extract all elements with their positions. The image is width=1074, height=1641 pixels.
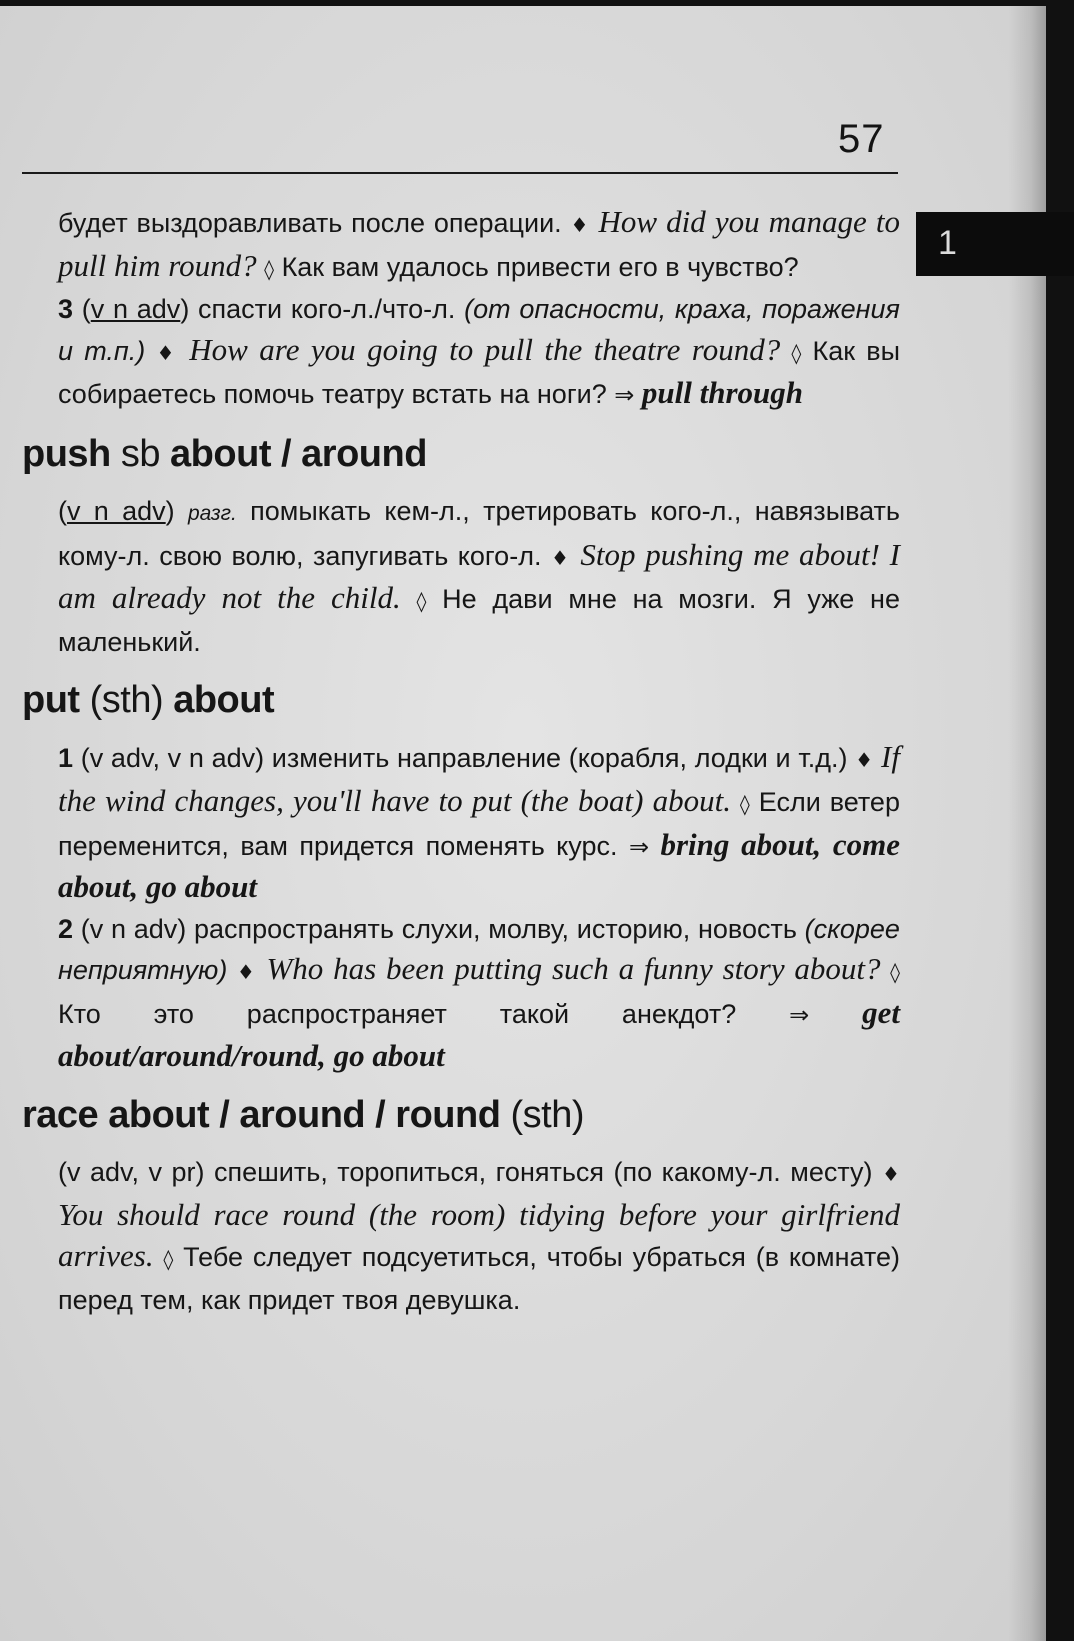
sense-number: 2 [58, 913, 74, 944]
see-also-ref: pull through [641, 375, 804, 411]
definition: спасти кого-л./что-л. [198, 294, 456, 325]
grammar-pattern: (v adv, v pr) [58, 1157, 205, 1188]
example-sentence: You should race round (the room) tidying before your girlfriend arrives. [58, 1196, 900, 1274]
grammar-pattern: (v adv, v n adv) [80, 743, 265, 774]
example-sentence: Who has been putting such a funny story about? [266, 951, 881, 987]
translation-marker-icon: ◊ [890, 960, 900, 985]
usage-note: (от опасности, краха, поражения и т.п.) [58, 294, 900, 366]
example-sentence: Stop pushing me about! I am already not the child. [58, 536, 900, 616]
entry-continuation-para-1: будет выздоравливать после операции. ♦ How did you manage to pull him round? ◊ Как вам удалось привести его в чувство? [58, 204, 900, 283]
headword-race-about: race about / around / round (sth) [22, 1094, 584, 1137]
see-also-arrow-icon: ⇒ [614, 381, 635, 410]
example-marker-icon: ♦ [570, 213, 590, 237]
register-label: разг. [187, 501, 237, 525]
section-tab-label: 1 [938, 224, 957, 262]
see-also-ref: get about/around/round, go about [58, 994, 900, 1073]
translation-marker-icon: ◊ [163, 1247, 174, 1272]
entry-continuation-sense-3: 3 (v n adv) спасти кого-л./что-л. (от опасности, краха, поражения и т.п.) ♦ How are you going to pull the theatre round? ◊ Как вы собираетесь помочь театру встать на ноги? ⇒ pull through [58, 294, 900, 411]
usage-note: (скорее неприятную) [58, 913, 900, 986]
headword-push-about: push sb about / around [22, 432, 427, 475]
book-page [0, 6, 1046, 1641]
translation-marker-icon: ◊ [264, 256, 275, 281]
sense-number: 1 [58, 743, 74, 774]
translation: Если ветер переменится, вам придется поменять курс. [58, 786, 900, 861]
see-also-arrow-icon: ⇒ [628, 832, 650, 861]
translation: Как вы собираетесь помочь театру встать на ноги? [58, 335, 900, 410]
example-sentence: If the wind changes, you'll have to put (the boat) about. [58, 739, 900, 818]
entry-put-about-sense-1 [58, 737, 900, 908]
translation: Не дави мне на мозги. Я уже не маленький. [58, 584, 900, 657]
header-rule [22, 172, 898, 174]
sense-number: 3 [58, 294, 74, 325]
translation-marker-icon: ◊ [416, 589, 427, 614]
example-marker-icon: ♦ [236, 960, 257, 985]
definition: помыкать кем-л., третировать кого-л., навязывать кому-л. свою волю, запугивать кого-л. [58, 495, 900, 571]
definition: спешить, торопиться, гоняться (по какому-л. месту) [214, 1157, 873, 1188]
definition: распространять слухи, молву, историю, новость [193, 913, 797, 944]
section-thumb-tab [916, 212, 1074, 276]
translation: Как вам удалось привести его в чувство? [281, 251, 799, 282]
example-marker-icon: ♦ [156, 340, 179, 365]
example-sentence: How are you going to pull the theatre round? [189, 331, 781, 367]
example-marker-icon: ♦ [882, 1162, 900, 1187]
headword-put-about: put (sth) about [22, 679, 275, 722]
see-also-ref: bring about, come about, go about [58, 826, 900, 905]
example-marker-icon: ♦ [855, 748, 874, 773]
entry-push-about-sense: (v n adv) разг. помыкать кем-л., третировать кого-л., навязывать кому-л. свою волю, запугивать кого-л. ♦ Stop pushing me about! I am already not the child. ◊ Не дави мне на мозги. Я уже не маленький. [58, 495, 900, 657]
grammar-pattern: v n adv [67, 495, 166, 526]
page-number: 57 [838, 117, 885, 161]
dictionary-content [22, 202, 900, 1320]
entry-put-about-sense-2 [58, 909, 900, 1077]
translation: Тебе следует подсуетиться, чтобы убраться (в комнате) перед тем, как придет твоя девушка. [58, 1242, 900, 1315]
definition: изменить направление (корабля, лодки и т.д.) [271, 743, 848, 774]
see-also-arrow-icon: ⇒ [789, 1000, 810, 1029]
example-sentence: How did you manage to pull him round? [58, 204, 900, 283]
translation-marker-icon: ◊ [791, 340, 802, 365]
grammar-pattern: (v n adv) [80, 913, 187, 944]
translation-marker-icon: ◊ [739, 791, 750, 816]
example-marker-icon: ♦ [550, 545, 571, 570]
translation: Кто это распространяет такой анекдот? [58, 998, 737, 1029]
grammar-pattern: v n adv [90, 294, 181, 325]
entry-race-about-sense [58, 1152, 900, 1320]
